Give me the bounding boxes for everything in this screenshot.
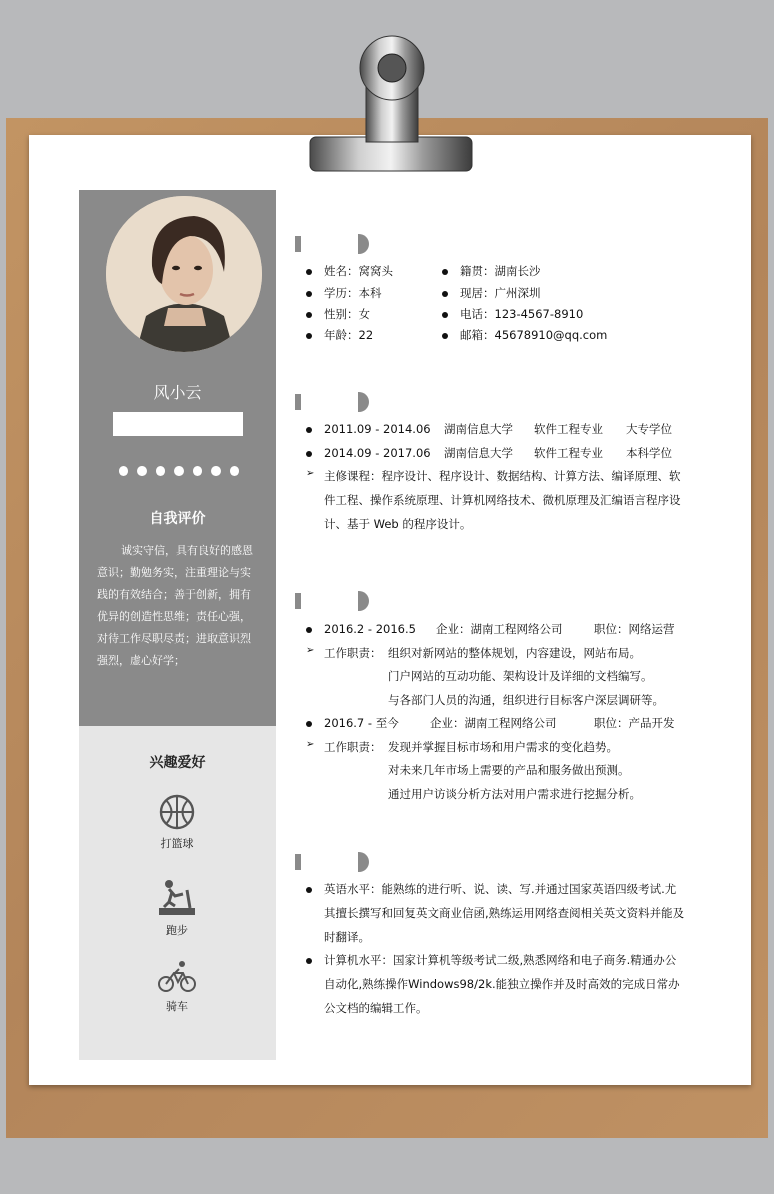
section-header-basic-info bbox=[295, 234, 375, 254]
duty-line: 与各部门人员的沟通，组织进行目标客户深层调研等。 bbox=[388, 693, 664, 707]
self-evaluation-text: 诚实守信，具有良好的感恩意识；勤勉务实，注重理论与实践的有效结合；善于创新，拥有优异的创造性思维；责任心强，对待工作尽职尽责；进取意识烈强烈，虚心好学； bbox=[97, 544, 253, 667]
info-item: 学历：本科 bbox=[306, 285, 382, 301]
sidebar-arrow bbox=[79, 684, 275, 726]
self-evaluation-title: 自我评价 bbox=[149, 511, 206, 527]
info-item: 姓名：窝窝头 bbox=[306, 263, 393, 279]
skill-line: 自动化,熟练操作Windows98/2k.能独立操作并及时高效的完成日常办 bbox=[324, 977, 680, 991]
courses-line: 件工程、操作系统原理、计算机网络技术、微机原理及汇编语言程序设 bbox=[324, 493, 681, 507]
bicycle-icon bbox=[157, 960, 197, 994]
info-item: 籍贯：湖南长沙 bbox=[442, 263, 541, 279]
education-row: 2011.09 - 2014.06 湖南信息大学 软件工程专业 大专学位 bbox=[306, 421, 672, 437]
hobbies-title: 兴趣爱好 bbox=[149, 755, 206, 771]
education-row: 2014.09 - 2017.06 湖南信息大学 软件工程专业 本科学位 bbox=[306, 445, 672, 461]
decorative-dots bbox=[119, 466, 239, 476]
sidebar bbox=[79, 190, 276, 1060]
portrait-icon bbox=[106, 196, 262, 352]
duty-line: 对未来几年市场上需要的产品和服务做出预测。 bbox=[388, 763, 630, 777]
skill-line: 公文档的编辑工作。 bbox=[324, 1001, 428, 1015]
hobby-running bbox=[127, 878, 227, 938]
duty-line: 门户网站的互动功能、架构设计及详细的文档编写。 bbox=[388, 669, 653, 683]
info-item: 邮箱：45678910@qq.com bbox=[442, 327, 607, 343]
info-item: 年龄：22 bbox=[306, 327, 373, 343]
info-item: 性别：女 bbox=[306, 306, 370, 322]
courses-line: 计、基于 Web 的程序设计。 bbox=[324, 517, 472, 531]
section-header-education bbox=[295, 392, 375, 412]
hobby-label: 打篮球 bbox=[160, 837, 194, 850]
section-header-work bbox=[295, 591, 375, 611]
duty-line: 通过用户访谈分析方法对用户需求进行挖掘分析。 bbox=[388, 787, 641, 801]
duty-line: ➢ 工作职责： 组织对新网站的整体规划，内容建设，网站布局。 bbox=[306, 645, 641, 660]
section-header-skills bbox=[295, 852, 375, 872]
binder-clip-icon bbox=[300, 22, 480, 182]
info-item: 现居：广州深圳 bbox=[442, 285, 541, 301]
skill-line: 计算机水平：国家计算机等级考试二级,熟悉网络和电子商务.精通办公 bbox=[306, 952, 676, 968]
skill-line: 时翻译。 bbox=[324, 930, 370, 944]
name-underline-box bbox=[113, 412, 243, 436]
treadmill-icon bbox=[157, 878, 197, 918]
skill-line: 其擅长撰写和回复英文商业信函,熟练运用网络查阅相关英文资料并能及 bbox=[324, 906, 685, 920]
duty-line: ➢ 工作职责： 发现并掌握目标市场和用户需求的变化趋势。 bbox=[306, 739, 618, 754]
hobby-label: 跑步 bbox=[166, 924, 188, 937]
hobby-basketball bbox=[127, 793, 227, 851]
basketball-icon bbox=[158, 793, 196, 831]
skill-line: 英语水平：能熟练的进行听、说、读、写.并通过国家英语四级考试.尤 bbox=[306, 881, 676, 897]
courses-line: ➢ 主修课程：程序设计、程序设计、数据结构、计算方法、编译原理、软 bbox=[306, 468, 681, 483]
profile-name: 风小云 bbox=[153, 383, 202, 402]
avatar bbox=[106, 196, 262, 352]
job-row: 2016.7 - 至今 企业：湖南工程网络公司 职位：产品开发 bbox=[306, 715, 675, 731]
job-row: 2016.2 - 2016.5 企业：湖南工程网络公司 职位：网络运营 bbox=[306, 621, 675, 637]
info-item: 电话：123-4567-8910 bbox=[442, 306, 583, 322]
hobby-cycling bbox=[127, 960, 227, 1014]
hobby-label: 骑车 bbox=[166, 1000, 188, 1013]
